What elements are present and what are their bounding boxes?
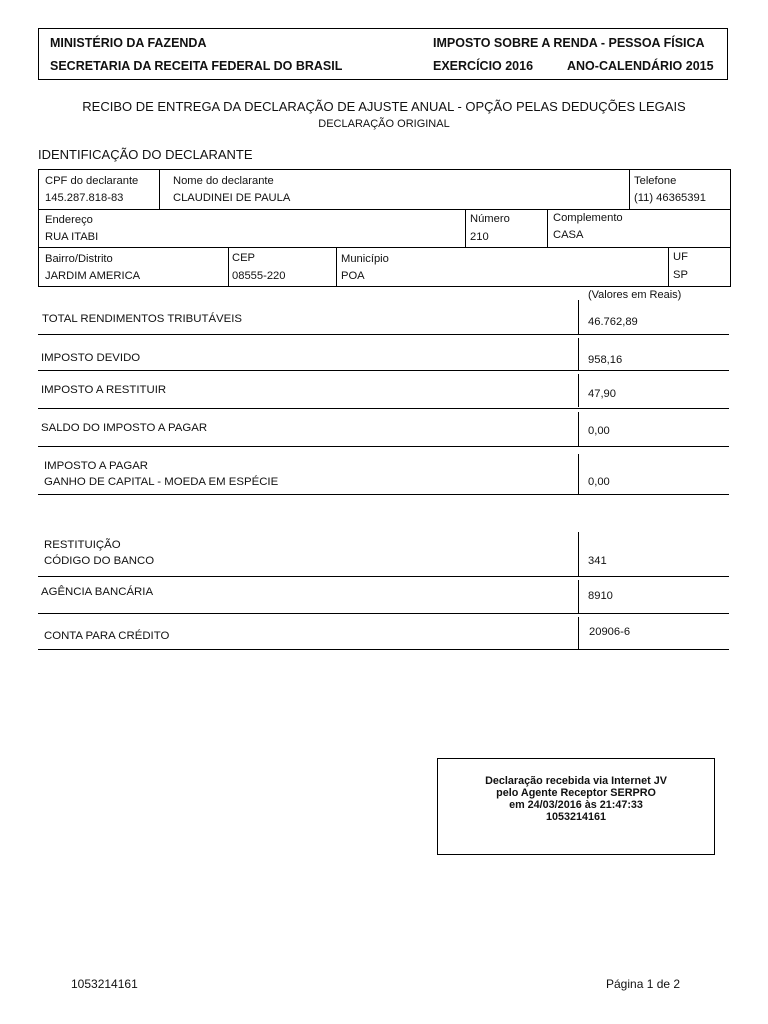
cep-label: CEP — [232, 252, 256, 264]
receipt-stamp — [437, 758, 715, 855]
city-label: Município — [341, 253, 389, 265]
tax-due-value: 958,16 — [588, 354, 623, 366]
credit-account-label: CONTA PARA CRÉDITO — [44, 630, 170, 642]
receipt-title: RECIBO DE ENTREGA DA DECLARAÇÃO DE AJUSTE ANUAL - OPÇÃO PELAS DEDUÇÕES LEGAIS — [82, 99, 686, 114]
bank-code-value: 341 — [588, 555, 607, 567]
refund-heading: RESTITUIÇÃO — [44, 539, 121, 551]
phone-label: Telefone — [634, 175, 677, 187]
tax-name: IMPOSTO SOBRE A RENDA - PESSOA FÍSICA — [433, 36, 705, 50]
values-unit-note: (Valores em Reais) — [588, 289, 682, 301]
identification-heading: IDENTIFICAÇÃO DO DECLARANTE — [38, 147, 253, 162]
complement-value: CASA — [553, 229, 584, 241]
stamp-line-3: em 24/03/2016 às 21:47:33 — [509, 799, 643, 811]
district-value: JARDIM AMERICA — [45, 270, 141, 282]
district-label: Bairro/Distrito — [45, 253, 113, 265]
total-income-value: 46.762,89 — [588, 316, 638, 328]
number-label: Número — [470, 213, 510, 225]
tax-refund-value: 47,90 — [588, 388, 616, 400]
tax-balance-label: SALDO DO IMPOSTO A PAGAR — [41, 422, 208, 434]
secretariat-name: SECRETARIA DA RECEITA FEDERAL DO BRASIL — [50, 59, 343, 73]
address-value: RUA ITABI — [45, 231, 99, 243]
bank-code-label: CÓDIGO DO BANCO — [44, 555, 155, 567]
uf-label: UF — [673, 251, 688, 263]
phone-value: (11) 46365391 — [634, 192, 706, 204]
cpf-label: CPF do declarante — [45, 175, 139, 187]
tax-balance-value: 0,00 — [588, 425, 610, 437]
capital-gain-tax-sublabel: GANHO DE CAPITAL - MOEDA EM ESPÉCIE — [44, 476, 279, 488]
cpf-value: 145.287.818-83 — [45, 192, 124, 204]
exercise-year: EXERCÍCIO 2016 — [433, 59, 534, 73]
ministry-name: MINISTÉRIO DA FAZENDA — [50, 36, 207, 50]
tax-due-label: IMPOSTO DEVIDO — [41, 352, 141, 364]
bank-branch-value: 8910 — [588, 590, 613, 602]
complement-label: Complemento — [553, 212, 623, 224]
total-income-label: TOTAL RENDIMENTOS TRIBUTÁVEIS — [42, 313, 243, 325]
footer-code: 1053214161 — [71, 977, 138, 991]
stamp-line-1: Declaração recebida via Internet JV — [485, 775, 667, 787]
uf-value: SP — [673, 269, 688, 281]
stamp-line-2: pelo Agente Receptor SERPRO — [496, 787, 656, 799]
number-value: 210 — [470, 231, 489, 243]
city-value: POA — [341, 270, 365, 282]
cep-value: 08555-220 — [232, 270, 286, 282]
credit-account-value: 20906-6 — [589, 626, 631, 638]
receipt-subtitle: DECLARAÇÃO ORIGINAL — [318, 118, 450, 130]
bank-branch-label: AGÊNCIA BANCÁRIA — [41, 586, 154, 598]
page-indicator: Página 1 de 2 — [606, 977, 681, 991]
calendar-year: ANO-CALENDÁRIO 2015 — [567, 59, 714, 73]
identification-table — [38, 169, 731, 287]
stamp-line-4: 1053214161 — [545, 811, 607, 823]
name-label: Nome do declarante — [173, 175, 274, 187]
name-value: CLAUDINEI DE PAULA — [173, 192, 291, 204]
tax-refund-label: IMPOSTO A RESTITUIR — [41, 384, 167, 396]
address-label: Endereço — [45, 214, 93, 226]
document-header — [38, 28, 728, 80]
capital-gain-tax-label: IMPOSTO A PAGAR — [44, 460, 149, 472]
capital-gain-tax-value: 0,00 — [588, 476, 610, 488]
